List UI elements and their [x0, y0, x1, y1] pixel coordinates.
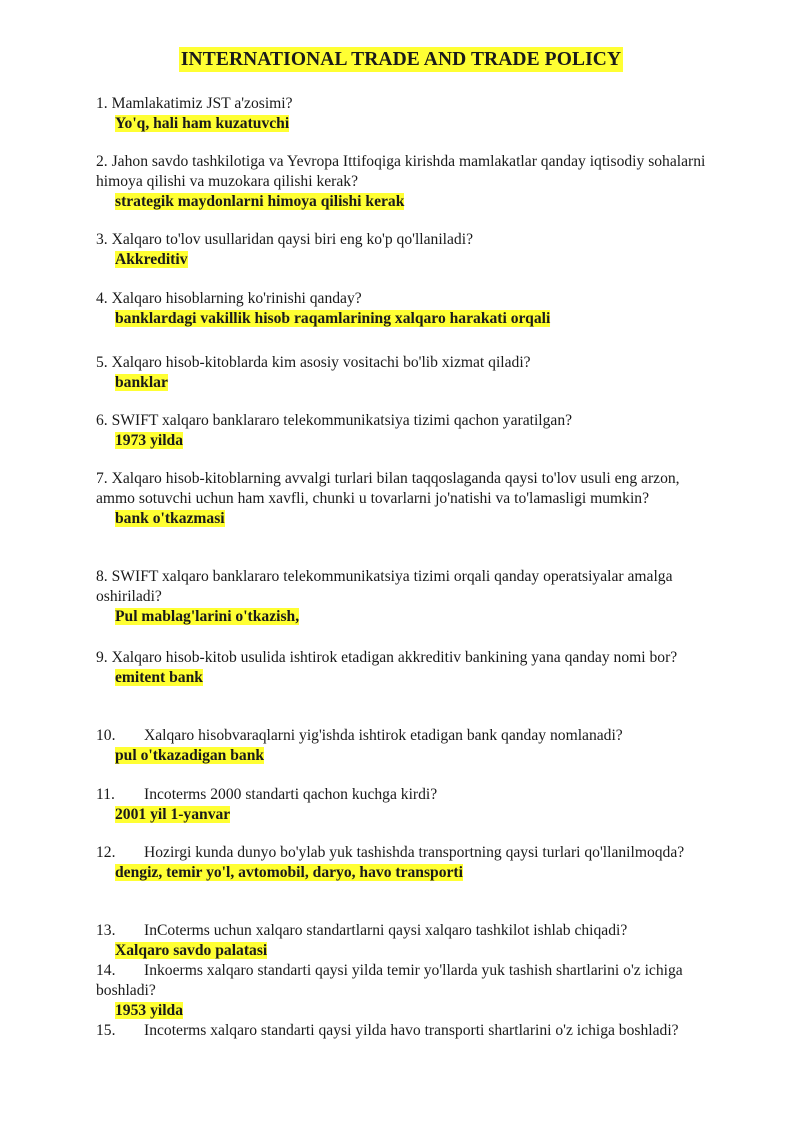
question-number: 6. — [96, 412, 108, 429]
question-text: SWIFT xalqaro banklararo telekommunikatsiya tizimi qachon yaratilgan? — [111, 412, 573, 429]
question — [96, 1021, 708, 1041]
question — [96, 921, 708, 941]
answer-text: Xalqaro savdo palatasi — [115, 942, 268, 959]
document-title: INTERNATIONAL TRADE AND TRADE POLICY — [180, 49, 622, 70]
qa-item-13 — [96, 921, 708, 961]
question-number: 10. — [96, 727, 116, 744]
qa-item-1 — [96, 94, 708, 134]
question-number: 2. — [96, 153, 108, 170]
question-text: InCoterms uchun xalqaro standartlarni qaysi xalqaro tashkilot ishlab chiqadi? — [144, 922, 628, 939]
question — [96, 230, 708, 250]
answer-text: 1973 yilda — [115, 432, 184, 449]
question-text: Inkoerms xalqaro standarti qaysi yilda temir yo'llarda yuk tashish shartlarini o'z ichiga boshladi? — [96, 962, 683, 999]
question — [96, 843, 708, 863]
question — [96, 353, 708, 373]
qa-item-14 — [96, 961, 708, 1021]
question — [96, 785, 708, 805]
question-number: 4. — [96, 290, 108, 307]
question-number: 5. — [96, 354, 108, 371]
question-text: Xalqaro hisob-kitob usulida ishtirok etadigan akkreditiv bankining yana qanday nomi bor? — [111, 649, 678, 666]
answer-text: Akkreditiv — [115, 251, 188, 268]
answer-line — [96, 309, 708, 329]
question-text: Incoterms xalqaro standarti qaysi yilda havo transporti shartlarini o'z ichiga boshladi? — [144, 1022, 679, 1039]
answer-text: pul o'tkazadigan bank — [115, 747, 265, 764]
qa-item-11 — [96, 785, 708, 825]
question-text: Xalqaro hisob-kitoblarda kim asosiy vositachi bo'lib xizmat qiladi? — [111, 354, 531, 371]
qa-item-7 — [96, 469, 708, 529]
question — [96, 961, 708, 1001]
question-number: 11. — [96, 786, 115, 803]
qa-item-10 — [96, 726, 708, 766]
answer-line — [96, 114, 708, 134]
qa-item-4 — [96, 289, 708, 329]
qa-item-5 — [96, 353, 708, 393]
question-text: Xalqaro hisob-kitoblarning avvalgi turlari bilan taqqoslaganda qaysi to'lov usuli eng arzon, ammo sotuvchi uchun ham xavfli, chunki u tovarlarni jo'natishi va to'lamasligi mumkin? — [96, 470, 680, 507]
answer-line — [96, 746, 708, 766]
answer-line — [96, 607, 708, 627]
answer-line — [96, 668, 708, 688]
answer-line — [96, 805, 708, 825]
question — [96, 567, 708, 607]
question — [96, 726, 708, 746]
answer-line — [96, 250, 708, 270]
question — [96, 152, 708, 192]
question-number: 7. — [96, 470, 108, 487]
question — [96, 94, 708, 114]
qa-item-2 — [96, 152, 708, 212]
question-number: 13. — [96, 922, 116, 939]
question-text: SWIFT xalqaro banklararo telekommunikatsiya tizimi orqali qanday operatsiyalar amalga oshiriladi? — [96, 568, 673, 605]
qa-item-15 — [96, 1021, 708, 1041]
answer-line — [96, 1001, 708, 1021]
answer-text: strategik maydonlarni himoya qilishi kerak — [115, 193, 405, 210]
qa-item-12 — [96, 843, 708, 883]
qa-item-9 — [96, 648, 708, 688]
answer-line — [96, 192, 708, 212]
answer-text: banklardagi vakillik hisob raqamlarining xalqaro harakati orqali — [115, 310, 551, 327]
question-text: Hozirgi kunda dunyo bo'ylab yuk tashishda transportning qaysi turlari qo'llanilmoqda? — [144, 844, 685, 861]
answer-text: 1953 yilda — [115, 1002, 184, 1019]
title-wrapper — [96, 47, 706, 72]
question-number: 1. — [96, 95, 108, 112]
qa-item-3 — [96, 230, 708, 270]
answer-text: Yo'q, hali ham kuzatuvchi — [115, 115, 290, 132]
question-text: Incoterms 2000 standarti qachon kuchga kirdi? — [144, 786, 438, 803]
question — [96, 469, 708, 509]
question-text: Xalqaro hisobvaraqlarni yig'ishda ishtirok etadigan bank qanday nomlanadi? — [144, 727, 623, 744]
answer-line — [96, 431, 708, 451]
answer-line — [96, 863, 708, 883]
question-number: 8. — [96, 568, 108, 585]
question-text: Jahon savdo tashkilotiga va Yevropa Ittifoqiga kirishda mamlakatlar qanday iqtisodiy sohalarni himoya qilishi va muzokara qilishi kerak? — [96, 153, 706, 190]
question-text: Xalqaro to'lov usullaridan qaysi biri eng ko'p qo'llaniladi? — [111, 231, 473, 248]
question-text: Mamlakatimiz JST a'zosimi? — [111, 95, 293, 112]
question-number: 15. — [96, 1022, 116, 1039]
answer-text: dengiz, temir yo'l, avtomobil, daryo, havo transporti — [115, 864, 463, 881]
answer-text: bank o'tkazmasi — [115, 510, 225, 527]
question-number: 3. — [96, 231, 108, 248]
question-number: 9. — [96, 649, 108, 666]
answer-line — [96, 373, 708, 393]
answer-text: 2001 yil 1-yanvar — [115, 806, 231, 823]
answer-text: emitent bank — [115, 669, 203, 686]
qa-item-6 — [96, 411, 708, 451]
answer-text: Pul mablag'larini o'tkazish, — [115, 608, 300, 625]
answer-line — [96, 941, 708, 961]
qa-item-8 — [96, 567, 708, 627]
question-number: 12. — [96, 844, 116, 861]
answer-text: banklar — [115, 374, 168, 391]
question — [96, 289, 708, 309]
question — [96, 411, 708, 431]
question-text: Xalqaro hisoblarning ko'rinishi qanday? — [111, 290, 362, 307]
question — [96, 648, 708, 668]
answer-line — [96, 509, 708, 529]
question-number: 14. — [96, 962, 116, 979]
